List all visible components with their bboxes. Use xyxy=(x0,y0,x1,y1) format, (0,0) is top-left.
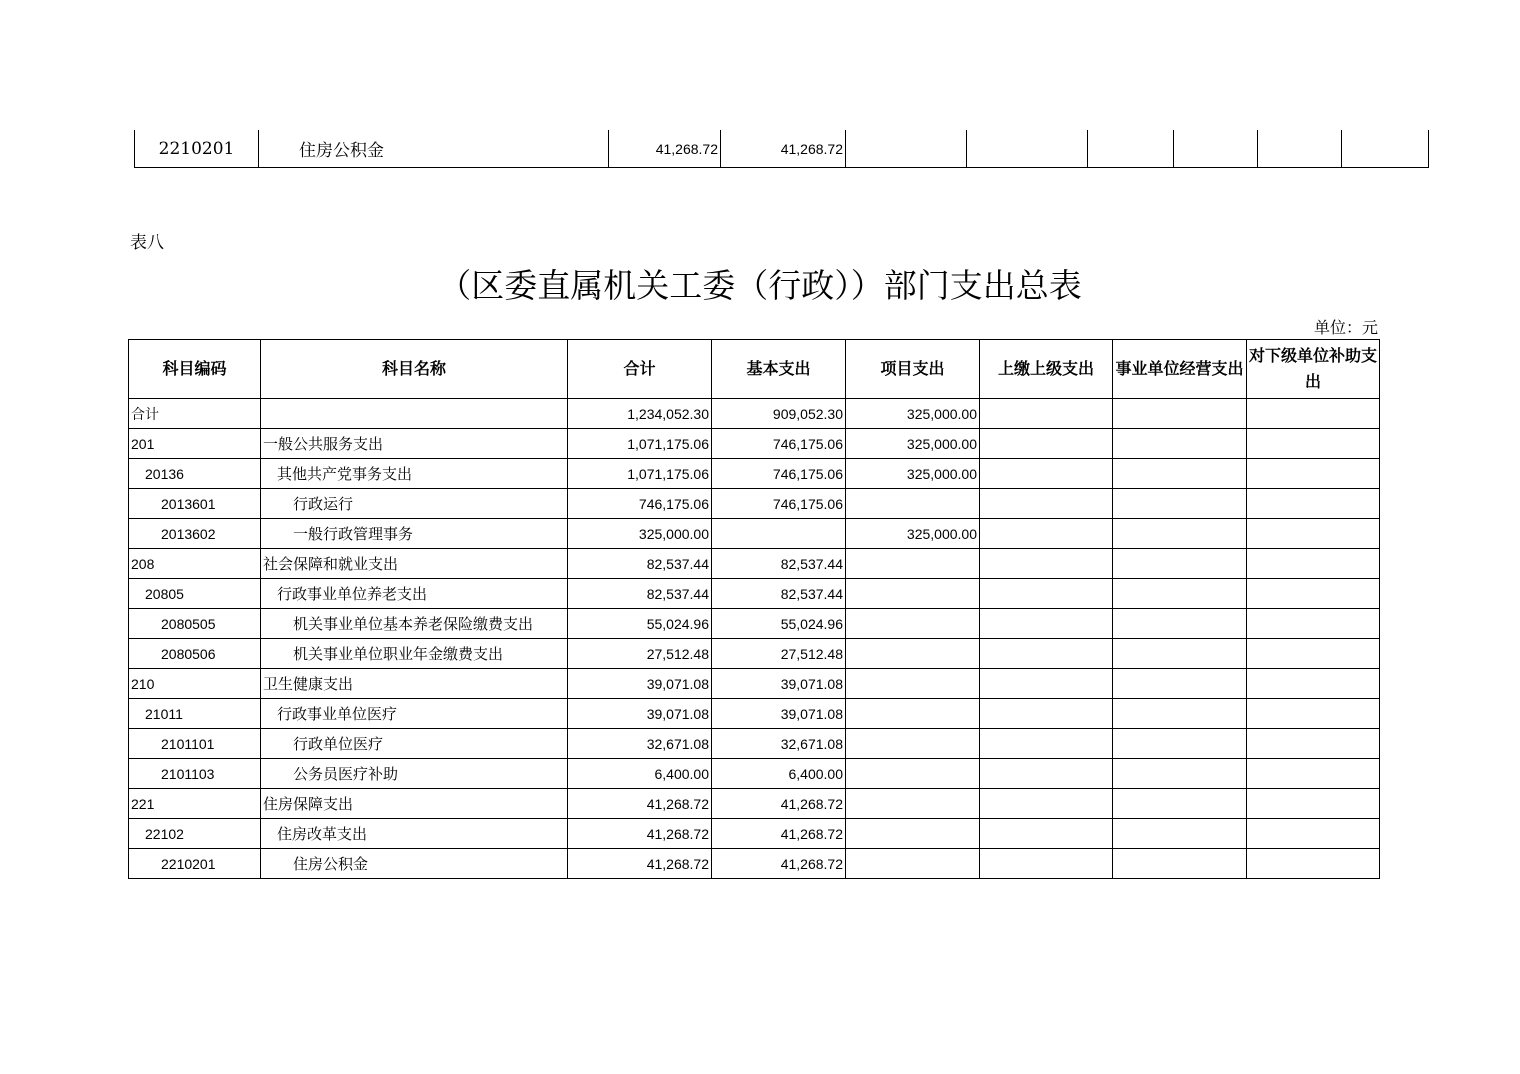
cell-basic: 41,268.72 xyxy=(712,849,846,879)
cell-basic: 746,175.06 xyxy=(712,429,846,459)
cell-business xyxy=(1113,759,1247,789)
cell-project xyxy=(846,609,980,639)
table-row xyxy=(129,519,1380,549)
cell-subsidy xyxy=(1247,609,1380,639)
cell-business xyxy=(1113,819,1247,849)
cell-project xyxy=(846,579,980,609)
cell-remit xyxy=(980,489,1113,519)
table-row xyxy=(129,819,1380,849)
expenditure-table xyxy=(128,339,1380,879)
table-header-row xyxy=(129,340,1380,399)
cell-basic: 82,537.44 xyxy=(712,549,846,579)
table-body xyxy=(129,399,1380,879)
cell-business xyxy=(1113,579,1247,609)
cell-subsidy xyxy=(1247,849,1380,879)
header-project: 项目支出 xyxy=(846,340,980,399)
cell-remit xyxy=(980,429,1113,459)
cell-empty xyxy=(1088,130,1174,168)
cell-business xyxy=(1113,459,1247,489)
cell-name: 一般公共服务支出 xyxy=(261,429,568,459)
cell-project xyxy=(846,849,980,879)
cell-basic: 41,268.72 xyxy=(712,819,846,849)
table-row xyxy=(135,130,1429,168)
cell-code: 210 xyxy=(129,669,261,699)
cell-code: 21011 xyxy=(129,699,261,729)
cell-name: 住房公积金 xyxy=(261,849,568,879)
cell-basic: 6,400.00 xyxy=(712,759,846,789)
table-row xyxy=(129,549,1380,579)
cell-basic: 39,071.08 xyxy=(712,669,846,699)
cell-code: 2013602 xyxy=(129,519,261,549)
page-title: （区委直属机关工委（行政））部门支出总表 xyxy=(438,266,1082,305)
cell-remit xyxy=(980,669,1113,699)
cell-total: 325,000.00 xyxy=(568,519,712,549)
cell-code: 221 xyxy=(129,789,261,819)
table-row xyxy=(129,639,1380,669)
table-label: 表八 xyxy=(130,233,164,253)
cell-business xyxy=(1113,729,1247,759)
cell-subsidy xyxy=(1247,399,1380,429)
header-total: 合计 xyxy=(568,340,712,399)
cell-name: 行政事业单位医疗 xyxy=(261,699,568,729)
cell-name: 住房改革支出 xyxy=(261,819,568,849)
table-row xyxy=(129,399,1380,429)
cell-business xyxy=(1113,639,1247,669)
cell-total: 39,071.08 xyxy=(568,669,712,699)
cell-empty xyxy=(1342,130,1429,168)
cell-subsidy xyxy=(1247,519,1380,549)
cell-subsidy xyxy=(1247,429,1380,459)
cell-code: 208 xyxy=(129,549,261,579)
cell-project: 325,000.00 xyxy=(846,429,980,459)
cell-name: 住房保障支出 xyxy=(261,789,568,819)
cell-total: 1,071,175.06 xyxy=(568,429,712,459)
cell-remit xyxy=(980,639,1113,669)
cell-subsidy xyxy=(1247,459,1380,489)
cell-total: 55,024.96 xyxy=(568,609,712,639)
cell-subsidy xyxy=(1247,489,1380,519)
table-row xyxy=(129,489,1380,519)
header-business: 事业单位经营支出 xyxy=(1113,340,1247,399)
cell-name: 其他共产党事务支出 xyxy=(261,459,568,489)
cell-name: 社会保障和就业支出 xyxy=(261,549,568,579)
table-row xyxy=(129,849,1380,879)
cell-basic: 41,268.72 xyxy=(712,789,846,819)
cell-name: 住房公积金 xyxy=(259,130,609,168)
cell-subsidy xyxy=(1247,549,1380,579)
cell-code: 20136 xyxy=(129,459,261,489)
cell-basic: 41,268.72 xyxy=(721,130,846,168)
cell-subsidy xyxy=(1247,579,1380,609)
table-row xyxy=(129,729,1380,759)
cell-basic: 55,024.96 xyxy=(712,609,846,639)
cell-total: 1,234,052.30 xyxy=(568,399,712,429)
header-code: 科目编码 xyxy=(129,340,261,399)
cell-subsidy xyxy=(1247,699,1380,729)
cell-name: 行政事业单位养老支出 xyxy=(261,579,568,609)
cell-remit xyxy=(980,609,1113,639)
cell-basic xyxy=(712,519,846,549)
cell-remit xyxy=(980,729,1113,759)
cell-name: 行政运行 xyxy=(261,489,568,519)
table-row xyxy=(129,669,1380,699)
cell-total: 32,671.08 xyxy=(568,729,712,759)
cell-remit xyxy=(980,759,1113,789)
cell-project: 325,000.00 xyxy=(846,519,980,549)
table-row xyxy=(129,579,1380,609)
cell-name: 行政单位医疗 xyxy=(261,729,568,759)
cell-code: 2101101 xyxy=(129,729,261,759)
cell-name: 一般行政管理事务 xyxy=(261,519,568,549)
header-name: 科目名称 xyxy=(261,340,568,399)
cell-name xyxy=(261,399,568,429)
cell-project: 325,000.00 xyxy=(846,399,980,429)
cell-subsidy xyxy=(1247,729,1380,759)
cell-name: 公务员医疗补助 xyxy=(261,759,568,789)
cell-subsidy xyxy=(1247,669,1380,699)
cell-total: 1,071,175.06 xyxy=(568,459,712,489)
cell-total: 41,268.72 xyxy=(568,849,712,879)
cell-remit xyxy=(980,699,1113,729)
cell-total: 27,512.48 xyxy=(568,639,712,669)
cell-basic: 82,537.44 xyxy=(712,579,846,609)
header-subsidy: 对下级单位补助支出 xyxy=(1247,340,1380,399)
cell-project xyxy=(846,699,980,729)
cell-project xyxy=(846,489,980,519)
cell-project xyxy=(846,729,980,759)
cell-project: 325,000.00 xyxy=(846,459,980,489)
cell-business xyxy=(1113,699,1247,729)
cell-subsidy xyxy=(1247,789,1380,819)
cell-code: 合计 xyxy=(129,399,261,429)
cell-name: 卫生健康支出 xyxy=(261,669,568,699)
table-row xyxy=(129,789,1380,819)
cell-empty xyxy=(1258,130,1342,168)
header-remit: 上缴上级支出 xyxy=(980,340,1113,399)
cell-project xyxy=(846,819,980,849)
cell-code: 2101103 xyxy=(129,759,261,789)
cell-remit xyxy=(980,579,1113,609)
table-row xyxy=(129,459,1380,489)
cell-business xyxy=(1113,609,1247,639)
cell-remit xyxy=(980,399,1113,429)
cell-project xyxy=(846,639,980,669)
cell-basic: 909,052.30 xyxy=(712,399,846,429)
cell-project xyxy=(846,549,980,579)
cell-business xyxy=(1113,489,1247,519)
cell-empty xyxy=(1174,130,1258,168)
cell-business xyxy=(1113,399,1247,429)
cell-empty xyxy=(846,130,967,168)
cell-remit xyxy=(980,849,1113,879)
cell-total: 6,400.00 xyxy=(568,759,712,789)
cell-code: 20805 xyxy=(129,579,261,609)
cell-business xyxy=(1113,789,1247,819)
cell-total: 41,268.72 xyxy=(568,789,712,819)
table-row xyxy=(129,759,1380,789)
cell-total: 39,071.08 xyxy=(568,699,712,729)
cell-business xyxy=(1113,519,1247,549)
cell-code: 2210201 xyxy=(135,130,259,168)
cell-code: 22102 xyxy=(129,819,261,849)
cell-remit xyxy=(980,549,1113,579)
cell-total: 82,537.44 xyxy=(568,549,712,579)
cell-business xyxy=(1113,549,1247,579)
cell-business xyxy=(1113,429,1247,459)
cell-code: 201 xyxy=(129,429,261,459)
table-row xyxy=(129,699,1380,729)
cell-total: 41,268.72 xyxy=(609,130,721,168)
table-row xyxy=(129,609,1380,639)
cell-project xyxy=(846,789,980,819)
cell-remit xyxy=(980,789,1113,819)
cell-code: 2210201 xyxy=(129,849,261,879)
cell-project xyxy=(846,669,980,699)
cell-project xyxy=(846,759,980,789)
cell-code: 2080505 xyxy=(129,609,261,639)
cell-name: 机关事业单位职业年金缴费支出 xyxy=(261,639,568,669)
cell-remit xyxy=(980,519,1113,549)
cell-remit xyxy=(980,819,1113,849)
cell-subsidy xyxy=(1247,639,1380,669)
cell-basic: 746,175.06 xyxy=(712,459,846,489)
cell-subsidy xyxy=(1247,759,1380,789)
cell-subsidy xyxy=(1247,819,1380,849)
cell-code: 2080506 xyxy=(129,639,261,669)
cell-basic: 746,175.06 xyxy=(712,489,846,519)
cell-business xyxy=(1113,849,1247,879)
table-row xyxy=(129,429,1380,459)
header-basic: 基本支出 xyxy=(712,340,846,399)
cell-name: 机关事业单位基本养老保险缴费支出 xyxy=(261,609,568,639)
cell-total: 41,268.72 xyxy=(568,819,712,849)
cell-remit xyxy=(980,459,1113,489)
unit-label: 单位：元 xyxy=(1313,318,1378,337)
cell-total: 746,175.06 xyxy=(568,489,712,519)
cell-code: 2013601 xyxy=(129,489,261,519)
cell-empty xyxy=(967,130,1088,168)
cell-basic: 27,512.48 xyxy=(712,639,846,669)
cell-total: 82,537.44 xyxy=(568,579,712,609)
cell-business xyxy=(1113,669,1247,699)
cell-basic: 39,071.08 xyxy=(712,699,846,729)
cell-basic: 32,671.08 xyxy=(712,729,846,759)
previous-table-fragment xyxy=(134,130,1429,168)
